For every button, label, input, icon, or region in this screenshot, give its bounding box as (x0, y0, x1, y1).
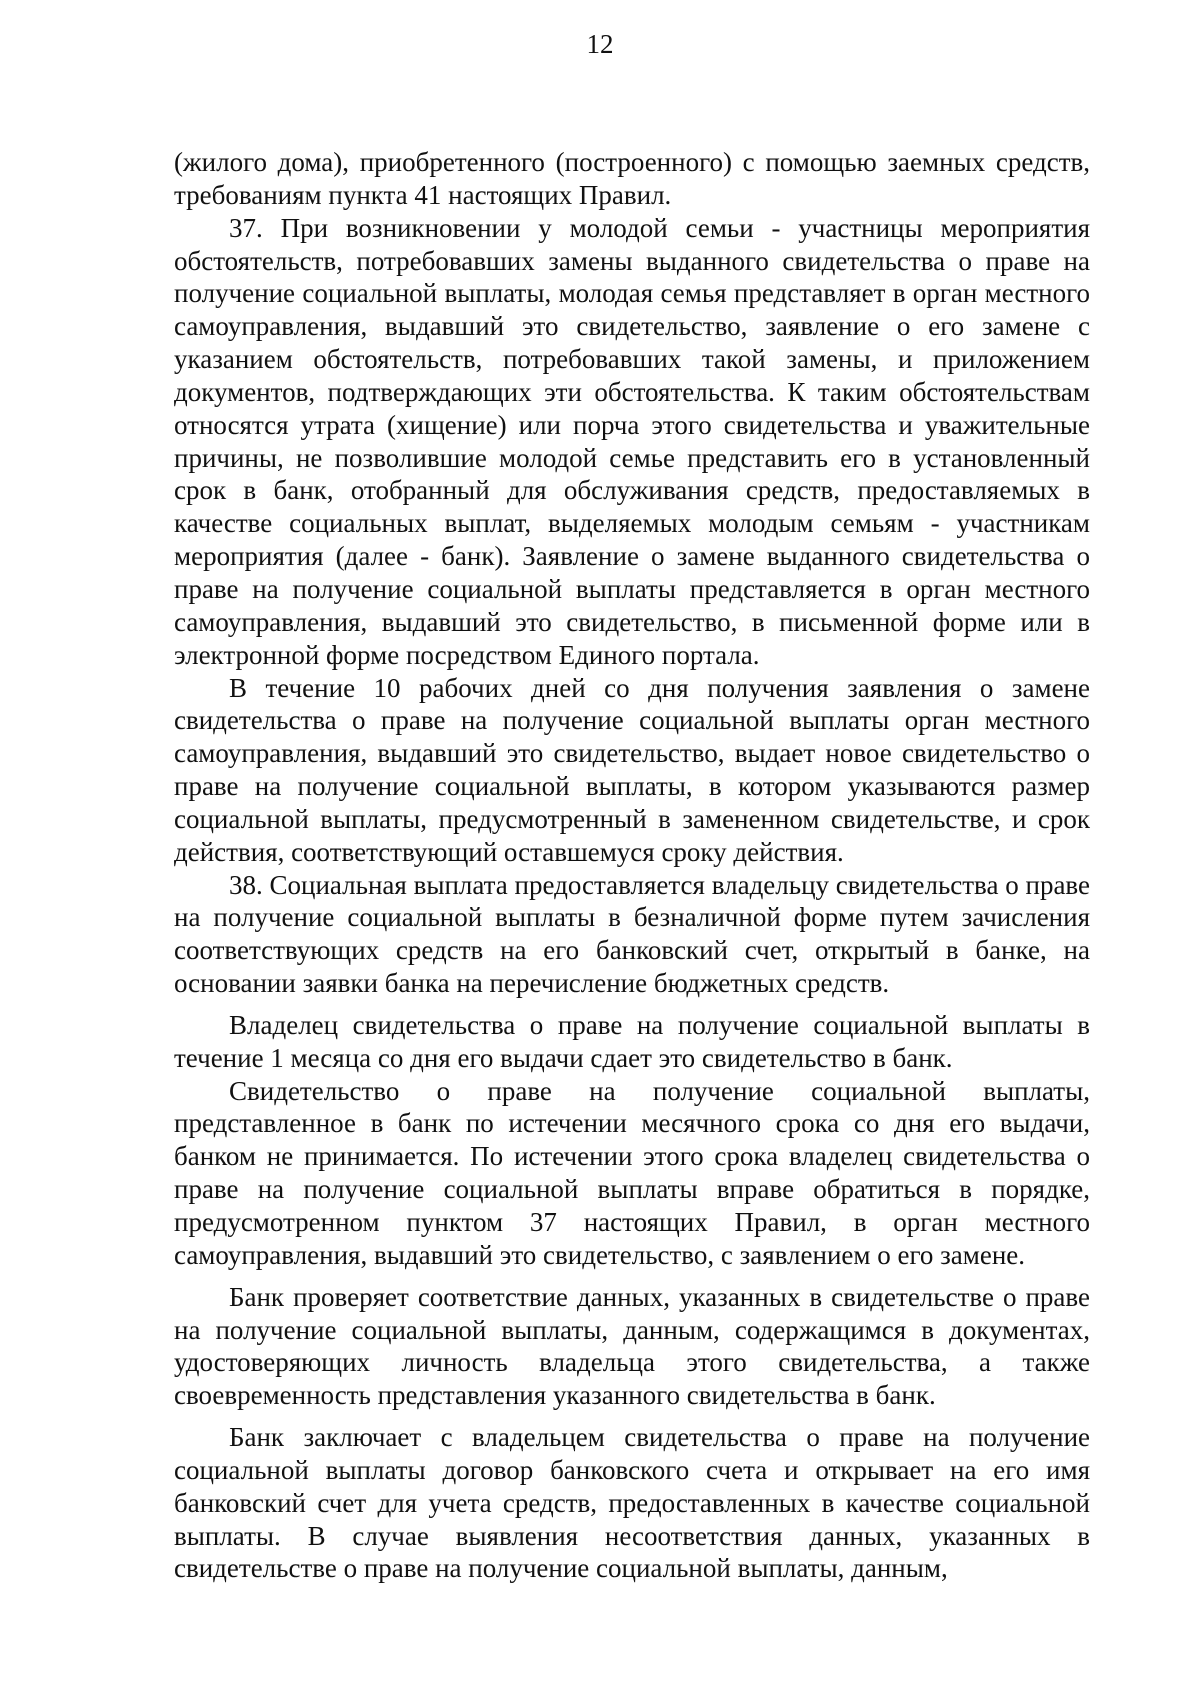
paragraph-continuation: (жилого дома), приобретенного (построенного) с помощью заемных средств, требованиям пункта 41 настоящих Правил. (174, 147, 1090, 210)
paragraph-replacement-term: В течение 10 рабочих дней со дня получения заявления о замене свидетельства о праве на получение социальной выплаты орган местного самоуправления, выдавший это свидетельство, выдает новое свидетельство о праве на получение социальной выплаты, в котором указываются размер социальной выплаты, предусмотренный в замененном свидетельстве, и срок действия, соответствующий оставшемуся сроку действия. (174, 672, 1090, 867)
document-body (174, 146, 1090, 1585)
paragraph-expired-certificate: Свидетельство о праве на получение социальной выплаты, представленное в банк по истечении месячного срока со дня его выдачи, банком не принимается. По истечении этого срока владелец свидетельства о праве на получение социальной выплаты вправе обратиться в порядке, предусмотренном пунктом 37 настоящих Правил, в орган местного самоуправления, выдавший это свидетельство, с заявлением о его замене. (174, 1075, 1090, 1270)
paragraph-bank-account: Банк заключает с владельцем свидетельства о праве на получение социальной выплаты договор банковского счета и открывает на его имя банковский счет для учета средств, предоставленных в качестве социальной выплаты. В случае выявления несоответствия данных, указанных в свидетельстве о праве на получение социальной выплаты, данным, (174, 1422, 1090, 1584)
paragraph-owner-submission: Владелец свидетельства о праве на получение социальной выплаты в течение 1 месяца со дня его выдачи сдает это свидетельство в банк. (174, 1009, 1090, 1073)
paragraph-item-38: 38. Социальная выплата предоставляется владельцу свидетельства о праве на получение социальной выплаты в безналичной форме путем зачисления соответствующих средств на его банковский счет, открытый в банке, на основании заявки банка на перечисление бюджетных средств. (174, 869, 1090, 999)
paragraph-item-37: 37. При возникновении у молодой семьи - участницы мероприятия обстоятельств, потребовавших замены выданного свидетельства о праве на получение социальной выплаты, молодая семья представляет в орган местного самоуправления, выдавший это свидетельство, заявление о его замене с указанием обстоятельств, потребовавших такой замены, и приложением документов, подтверждающих эти обстоятельства. К таким обстоятельствам относятся утрата (хищение) или порча этого свидетельства и уважительные причины, не позволившие молодой семье представить его в установленный срок в банк, отобранный для обслуживания средств, предоставляемых в качестве социальных выплат, выделяемых молодым семьям - участникам мероприятия (далее - банк). Заявление о замене выданного свидетельства о праве на получение социальной выплаты представляется в орган местного самоуправления, выдавший это свидетельство, в письменной форме или в электронной форме посредством Единого портала. (174, 212, 1090, 670)
paragraph-bank-verification: Банк проверяет соответствие данных, указанных в свидетельстве о праве на получение социальной выплаты, данным, содержащимся в документах, удостоверяющих личность владельца этого свидетельства, а также своевременность представления указанного свидетельства в банк. (174, 1281, 1090, 1411)
page-number: 12 (586, 29, 614, 59)
